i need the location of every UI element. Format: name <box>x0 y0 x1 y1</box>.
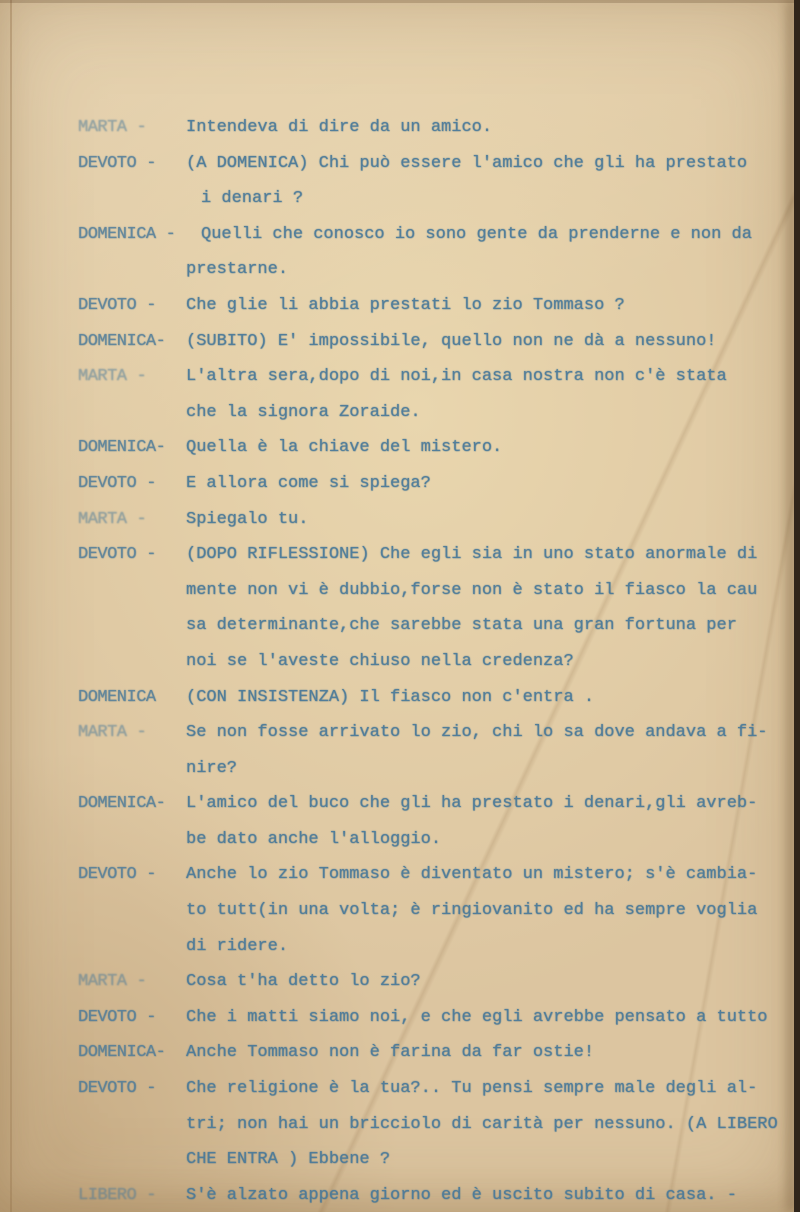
dialogue-text: Quelli che conosco io sono gente da prenderne e non da <box>201 224 752 244</box>
speaker-dash: - <box>136 972 147 992</box>
speaker-name <box>78 332 186 352</box>
dialogue-text: Anche lo zio Tommaso è diventato un mistero; s'è cambia- <box>186 865 758 885</box>
speaker-name <box>78 1079 186 1099</box>
dialogue-text: di ridere. <box>186 936 289 956</box>
speaker-name-text: LIBERO <box>78 1185 137 1205</box>
speaker-dash: - <box>146 295 157 315</box>
speaker-name <box>78 225 186 245</box>
script-lines <box>0 118 800 1212</box>
speaker-name <box>78 154 186 174</box>
dialogue-text: Cosa t'ha detto lo zio? <box>186 972 421 992</box>
script-line <box>0 438 800 474</box>
script-line <box>0 225 800 261</box>
script-line <box>0 510 800 546</box>
script-line <box>0 794 800 830</box>
script-line <box>0 581 800 617</box>
dialogue-text: sa determinante,che sarebbe stata una gran fortuna per <box>186 616 737 636</box>
dialogue-text: (A DOMENICA) Chi può essere l'amico che gli ha prestato <box>186 153 748 173</box>
script-line <box>0 118 800 154</box>
script-line <box>0 1008 800 1044</box>
paper-top-edge <box>0 0 800 3</box>
speaker-name-text: MARTA <box>78 972 127 992</box>
script-line <box>0 1079 800 1115</box>
script-line <box>0 901 800 937</box>
paper-torn-edge <box>794 0 800 1212</box>
speaker-name-text: DEVOTO <box>78 473 137 493</box>
dialogue-text: Che i matti siamo noi, e che egli avrebbe pensato a tutto <box>186 1007 768 1027</box>
speaker-dash: - <box>136 509 147 529</box>
speaker-name-text: DEVOTO <box>78 1007 137 1027</box>
speaker-name-text: MARTA <box>78 723 127 743</box>
script-line <box>0 367 800 403</box>
speaker-dash: - <box>136 118 147 137</box>
speaker-name-text: DOMENICA <box>78 687 156 707</box>
speaker-name <box>78 688 186 708</box>
speaker-name <box>78 510 186 530</box>
script-line <box>0 1115 800 1151</box>
speaker-name-text: MARTA <box>78 367 127 387</box>
speaker-name-text: MARTA <box>78 118 127 137</box>
dialogue-text: mente non vi è dubbio,forse non è stato il fiasco la cau <box>186 580 758 600</box>
dialogue-text: Che glie li abbia prestati lo zio Tommaso ? <box>186 295 625 315</box>
dialogue-text: CHE ENTRA ) Ebbene ? <box>186 1150 391 1170</box>
dialogue-text: Quella è la chiave del mistero. <box>186 438 503 458</box>
script-line <box>0 937 800 973</box>
speaker-dash: - <box>146 1079 157 1099</box>
speaker-name <box>78 118 186 138</box>
script-line <box>0 723 800 759</box>
script-line <box>0 403 800 439</box>
dialogue-text: L'amico del buco che gli ha prestato i denari,gli avreb- <box>186 794 758 814</box>
script-line <box>0 688 800 724</box>
speaker-dash: - <box>146 1185 157 1205</box>
dialogue-text: Se non fosse arrivato lo zio, chi lo sa dove andava a fi- <box>186 723 768 743</box>
script-line <box>0 545 800 581</box>
dialogue-text: S'è alzato appena giorno ed è uscito subito di casa. - <box>186 1185 737 1205</box>
script-line <box>0 1186 800 1212</box>
speaker-dash: - <box>136 723 147 743</box>
dialogue-text: be dato anche l'alloggio. <box>186 829 442 849</box>
speaker-name-text: DEVOTO <box>78 153 137 173</box>
dialogue-text: (SUBITO) E' impossibile, quello non ne dà a nessuno! <box>186 331 717 351</box>
dialogue-text: che la signora Zoraide. <box>186 402 421 422</box>
speaker-dash: - <box>146 545 157 565</box>
script-line <box>0 189 800 225</box>
dialogue-text: to tutt(in una volta; è ringiovanito ed ha sempre voglia <box>186 901 758 921</box>
script-line <box>0 1150 800 1186</box>
speaker-name <box>78 545 186 565</box>
speaker-name-text: DOMENICA- <box>78 331 166 351</box>
speaker-dash: - <box>165 224 176 244</box>
dialogue-text: Che religione è la tua?.. Tu pensi sempre male degli al- <box>186 1079 758 1099</box>
script-line <box>0 474 800 510</box>
script-line <box>0 652 800 688</box>
dialogue-text: i denari ? <box>201 189 304 209</box>
speaker-name-text: MARTA <box>78 509 127 529</box>
speaker-name <box>78 723 186 743</box>
dialogue-text: (DOPO RIFLESSIONE) Che egli sia in uno stato anormale di <box>186 545 758 565</box>
dialogue-text: (CON INSISTENZA) Il fiasco non c'entra . <box>186 687 595 707</box>
speaker-name-text: DOMENICA- <box>78 1043 166 1063</box>
script-line <box>0 1043 800 1079</box>
speaker-name <box>78 1008 186 1028</box>
speaker-name-text: DOMENICA- <box>78 438 166 458</box>
speaker-name <box>78 474 186 494</box>
dialogue-text: Anche Tommaso non è farina da far ostie! <box>186 1043 595 1063</box>
dialogue-text: noi se l'aveste chiuso nella credenza? <box>186 651 574 671</box>
speaker-name <box>78 794 186 814</box>
script-line <box>0 759 800 795</box>
speaker-name <box>78 367 186 387</box>
speaker-name-text: DEVOTO <box>78 295 137 315</box>
script-line <box>0 332 800 368</box>
speaker-name <box>78 438 186 458</box>
speaker-dash: - <box>136 367 147 387</box>
speaker-name <box>78 865 186 885</box>
speaker-name <box>78 296 186 316</box>
dialogue-text: L'altra sera,dopo di noi,in casa nostra non c'è stata <box>186 367 727 387</box>
script-line <box>0 296 800 332</box>
speaker-name-text: DOMENICA- <box>78 794 166 814</box>
dialogue-text: tri; non hai un bricciolo di carità per nessuno. (A LIBERO <box>186 1114 778 1134</box>
speaker-dash: - <box>146 153 157 173</box>
speaker-name-text: DOMENICA <box>78 224 156 244</box>
dialogue-text: E allora come si spiega? <box>186 473 431 493</box>
dialogue-text: Spiegalo tu. <box>186 509 309 529</box>
speaker-name-text: DEVOTO <box>78 865 137 885</box>
speaker-name <box>78 1186 186 1206</box>
script-line <box>0 260 800 296</box>
dialogue-text: prestarne. <box>186 260 289 280</box>
speaker-dash: - <box>146 1007 157 1027</box>
speaker-name-text: DEVOTO <box>78 1079 137 1099</box>
script-line <box>0 616 800 652</box>
speaker-dash: - <box>146 473 157 493</box>
script-line <box>0 865 800 901</box>
speaker-name-text: DEVOTO <box>78 545 137 565</box>
script-line <box>0 154 800 190</box>
dialogue-text: nire? <box>186 758 238 778</box>
speaker-dash: - <box>146 865 157 885</box>
speaker-name <box>78 972 186 992</box>
script-line <box>0 830 800 866</box>
script-line <box>0 972 800 1008</box>
speaker-name <box>78 1043 186 1063</box>
dialogue-text: Intendeva di dire da un amico. <box>186 118 493 137</box>
